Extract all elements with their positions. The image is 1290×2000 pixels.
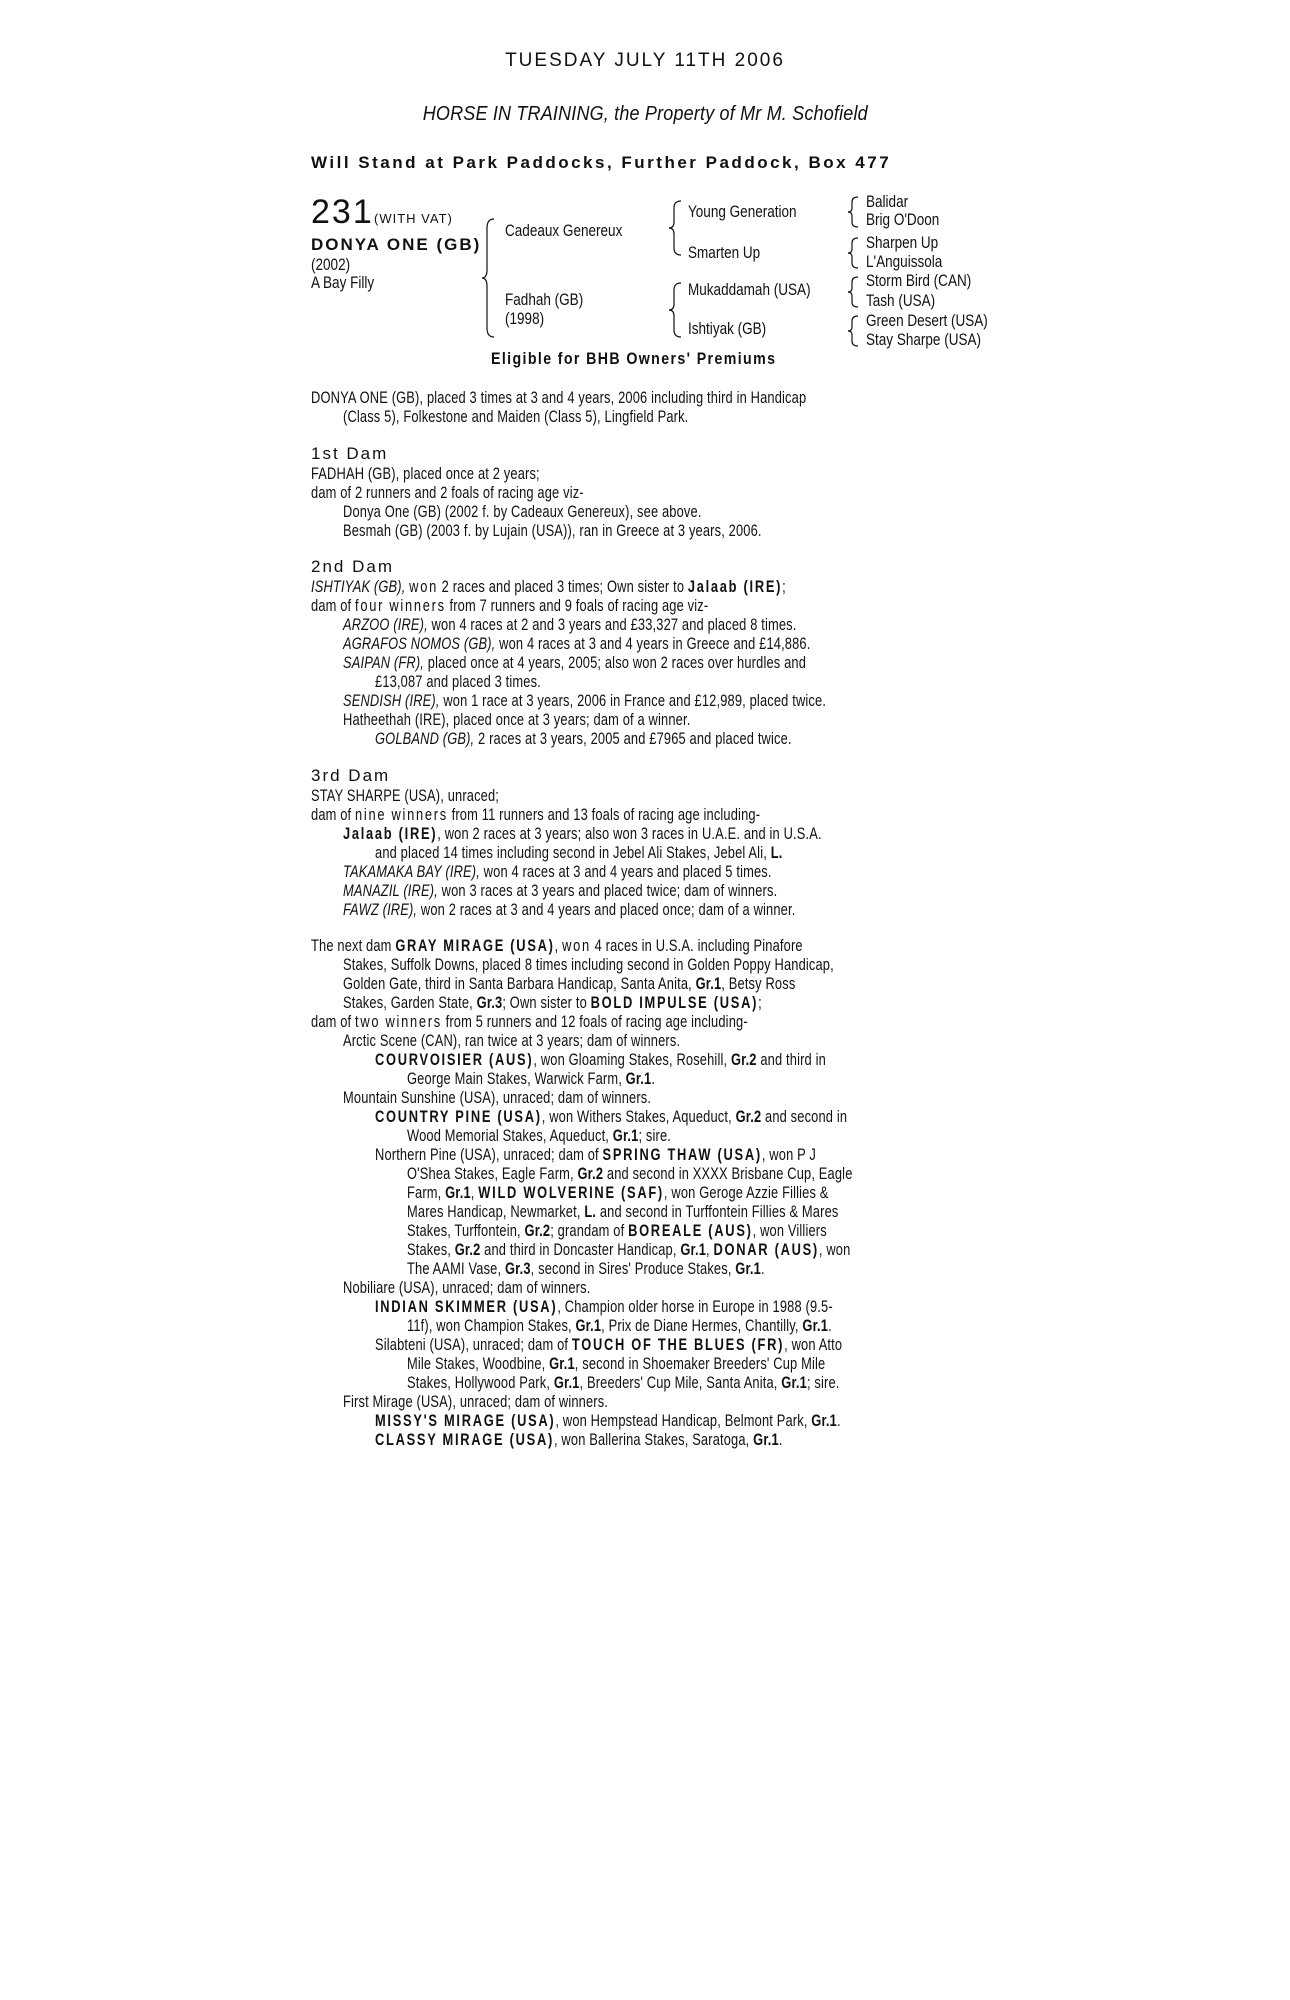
sire-sire-name: Young Generation bbox=[688, 203, 797, 221]
second-dam-line-6: £13,087 and placed 3 times. bbox=[375, 673, 541, 691]
second-dam-line-2: dam of four winners from 7 runners and 9 foals of racing age viz- bbox=[311, 597, 709, 615]
second-dam-line-4: AGRAFOS NOMOS (GB), won 4 races at 3 and 4 years in Greece and £14,886. bbox=[343, 635, 811, 653]
next-dam-line-6: Arctic Scene (CAN), ran twice at 3 years; dam of winners. bbox=[343, 1032, 681, 1050]
sire-name: Cadeaux Genereux bbox=[505, 222, 623, 240]
second-dam-line-7: SENDISH (IRE), won 1 race at 3 years, 2006 in France and £12,989, placed twice. bbox=[343, 692, 827, 710]
dam-name: Fadhah (GB) bbox=[505, 291, 584, 309]
next-dam-line-22: Silabteni (USA), unraced; dam of TOUCH OF THE BLUES (FR), won Atto bbox=[375, 1336, 843, 1354]
dam-dam-name: Ishtiyak (GB) bbox=[688, 320, 767, 338]
next-dam-line-18: The AAMI Vase, Gr.3, second in Sires' Produce Stakes, Gr.1. bbox=[407, 1260, 765, 1278]
g3-tash: Tash (USA) bbox=[866, 292, 936, 310]
g3-storm-bird: Storm Bird (CAN) bbox=[866, 272, 972, 290]
intro-line-1: DONYA ONE (GB), placed 3 times at 3 and 4 years, 2006 including third in Handicap bbox=[311, 389, 807, 407]
second-dam-line-1: ISHTIYAK (GB), won 2 races and placed 3 times; Own sister to Jalaab (IRE); bbox=[311, 578, 786, 596]
sire-dam-name: Smarten Up bbox=[688, 244, 761, 262]
next-dam-line-8: George Main Stakes, Warwick Farm, Gr.1. bbox=[407, 1070, 656, 1088]
vat-note: (WITH VAT) bbox=[374, 211, 453, 226]
g3-stay-sharpe: Stay Sharpe (USA) bbox=[866, 331, 982, 349]
horse-description: A Bay Filly bbox=[311, 274, 375, 292]
second-dam-line-3: ARZOO (IRE), won 4 races at 2 and 3 years and £33,327 and placed 8 times. bbox=[343, 616, 797, 634]
next-dam-line-25: First Mirage (USA), unraced; dam of winners. bbox=[343, 1393, 609, 1411]
pedigree-brace-2 bbox=[671, 200, 683, 256]
next-dam-line-26: MISSY'S MIRAGE (USA), won Hempstead Handicap, Belmont Park, Gr.1. bbox=[375, 1412, 841, 1430]
property-text: HORSE IN TRAINING, the Property of Mr M. Schofield bbox=[422, 103, 868, 125]
next-dam-line-14: Farm, Gr.1, WILD WOLVERINE (SAF), won Geroge Azzie Fillies & bbox=[407, 1184, 829, 1202]
pedigree-brace-3 bbox=[671, 282, 683, 338]
second-dam-line-9: GOLBAND (GB), 2 races at 3 years, 2005 and £7965 and placed twice. bbox=[375, 730, 792, 748]
third-dam-line-7: FAWZ (IRE), won 2 races at 3 and 4 years and placed once; dam of a winner. bbox=[343, 901, 796, 919]
next-dam-line-1: The next dam GRAY MIRAGE (USA), won 4 races in U.S.A. including Pinafore bbox=[311, 937, 803, 955]
next-dam-line-3: Golden Gate, third in Santa Barbara Handicap, Santa Anita, Gr.1, Betsy Ross bbox=[343, 975, 796, 993]
lot-number: 231 bbox=[311, 193, 374, 231]
property-heading bbox=[0, 103, 1290, 126]
next-dam-line-10: COUNTRY PINE (USA), won Withers Stakes, Aqueduct, Gr.2 and second in bbox=[375, 1108, 848, 1126]
first-dam-line-3: Donya One (GB) (2002 f. by Cadeaux Genereux), see above. bbox=[343, 503, 702, 521]
pedigree-brace-6 bbox=[849, 276, 861, 308]
third-dam-line-2: dam of nine winners from 11 runners and 13 foals of racing age including- bbox=[311, 806, 761, 824]
next-dam-line-13: O'Shea Stakes, Eagle Farm, Gr.2 and second in XXXX Brisbane Cup, Eagle bbox=[407, 1165, 853, 1183]
intro-line-2: (Class 5), Folkestone and Maiden (Class 5), Lingfield Park. bbox=[343, 408, 689, 426]
sale-date: TUESDAY JULY 11TH 2006 bbox=[505, 50, 785, 71]
second-dam-line-8: Hatheethah (IRE), placed once at 3 years; dam of a winner. bbox=[343, 711, 691, 729]
pedigree-brace-5 bbox=[849, 237, 861, 269]
next-dam-line-24: Stakes, Hollywood Park, Gr.1, Breeders' Cup Mile, Santa Anita, Gr.1; sire. bbox=[407, 1374, 840, 1392]
second-dam-heading: 2nd Dam bbox=[311, 557, 394, 576]
foaled-year: (2002) bbox=[311, 256, 351, 274]
third-dam-line-1: STAY SHARPE (USA), unraced; bbox=[311, 787, 500, 805]
next-dam-line-4: Stakes, Garden State, Gr.3; Own sister to BOLD IMPULSE (USA); bbox=[343, 994, 762, 1012]
dam-sire-name: Mukaddamah (USA) bbox=[688, 281, 811, 299]
third-dam-line-5: TAKAMAKA BAY (IRE), won 4 races at 3 and 4 years and placed 5 times. bbox=[343, 863, 772, 881]
next-dam-line-17: Stakes, Gr.2 and third in Doncaster Handicap, Gr.1, DONAR (AUS), won bbox=[407, 1241, 851, 1259]
horse-name: DONYA ONE (GB) bbox=[311, 235, 482, 254]
next-dam-line-19: Nobiliare (USA), unraced; dam of winners. bbox=[343, 1279, 591, 1297]
next-dam-line-11: Wood Memorial Stakes, Aqueduct, Gr.1; sire. bbox=[407, 1127, 672, 1145]
next-dam-line-9: Mountain Sunshine (USA), unraced; dam of winners. bbox=[343, 1089, 652, 1107]
next-dam-line-12: Northern Pine (USA), unraced; dam of SPRING THAW (USA), won P J bbox=[375, 1146, 816, 1164]
g3-languissola: L'Anguissola bbox=[866, 253, 943, 271]
third-dam-heading: 3rd Dam bbox=[311, 766, 391, 785]
first-dam-line-4: Besmah (GB) (2003 f. by Lujain (USA)), ran in Greece at 3 years, 2006. bbox=[343, 522, 762, 540]
dam-year: (1998) bbox=[505, 310, 545, 328]
stand-location: Will Stand at Park Paddocks, Further Paddock, Box 477 bbox=[311, 153, 892, 172]
g3-green-desert: Green Desert (USA) bbox=[866, 312, 988, 330]
next-dam-line-15: Mares Handicap, Newmarket, L. and second in Turffontein Fillies & Mares bbox=[407, 1203, 839, 1221]
third-dam-line-6: MANAZIL (IRE), won 3 races at 3 years and placed twice; dam of winners. bbox=[343, 882, 778, 900]
next-dam-line-23: Mile Stakes, Woodbine, Gr.1, second in Shoemaker Breeders' Cup Mile bbox=[407, 1355, 826, 1373]
second-dam-line-5: SAIPAN (FR), placed once at 4 years, 2005; also won 2 races over hurdles and bbox=[343, 654, 807, 672]
eligibility-note: Eligible for BHB Owners' Premiums bbox=[491, 350, 777, 368]
third-dam-line-4: and placed 14 times including second in Jebel Ali Stakes, Jebel Ali, L. bbox=[375, 844, 783, 862]
g3-balidar: Balidar bbox=[866, 193, 909, 211]
next-dam-line-2: Stakes, Suffolk Downs, placed 8 times including second in Golden Poppy Handicap, bbox=[343, 956, 834, 974]
pedigree-brace-4 bbox=[849, 196, 861, 228]
next-dam-line-16: Stakes, Turffontein, Gr.2; grandam of BOREALE (AUS), won Villiers bbox=[407, 1222, 827, 1240]
first-dam-line-1: FADHAH (GB), placed once at 2 years; bbox=[311, 465, 540, 483]
next-dam-line-20: INDIAN SKIMMER (USA), Champion older horse in Europe in 1988 (9.5- bbox=[375, 1298, 833, 1316]
next-dam-line-21: 11f), won Champion Stakes, Gr.1, Prix de Diane Hermes, Chantilly, Gr.1. bbox=[407, 1317, 832, 1335]
next-dam-line-27: CLASSY MIRAGE (USA), won Ballerina Stakes, Saratoga, Gr.1. bbox=[375, 1431, 783, 1449]
pedigree-brace-1 bbox=[484, 218, 496, 338]
next-dam-line-5: dam of two winners from 5 runners and 12 foals of racing age including- bbox=[311, 1013, 748, 1031]
pedigree-brace-7 bbox=[849, 315, 861, 347]
g3-brig-odoon: Brig O'Doon bbox=[866, 211, 940, 229]
next-dam-line-7: COURVOISIER (AUS), won Gloaming Stakes, Rosehill, Gr.2 and third in bbox=[375, 1051, 826, 1069]
third-dam-line-3: Jalaab (IRE), won 2 races at 3 years; also won 3 races in U.A.E. and in U.S.A. bbox=[343, 825, 822, 843]
first-dam-heading: 1st Dam bbox=[311, 444, 389, 463]
g3-sharpen-up: Sharpen Up bbox=[866, 234, 939, 252]
first-dam-line-2: dam of 2 runners and 2 foals of racing age viz- bbox=[311, 484, 584, 502]
